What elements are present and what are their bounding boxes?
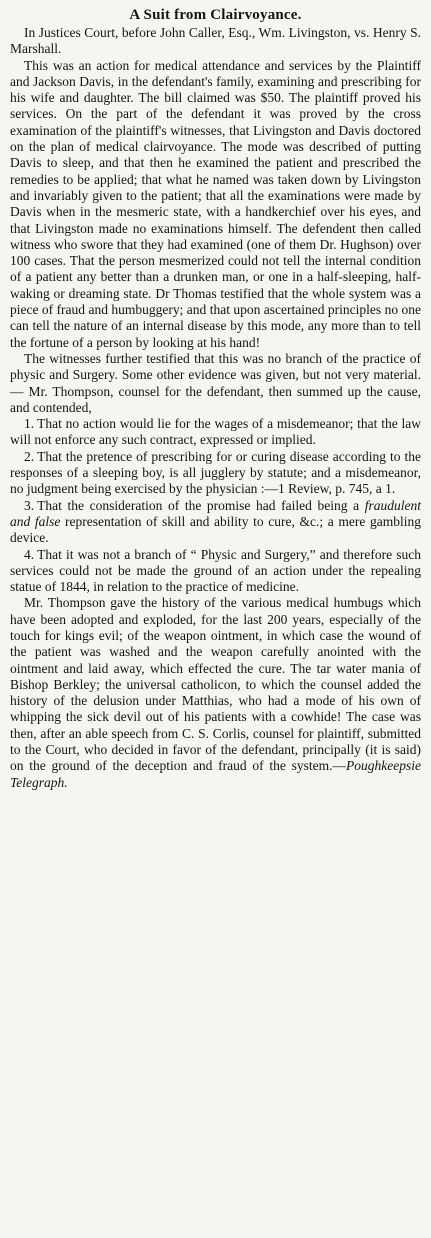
paragraph-action-description: This was an action for medical attendance and services by the Plaintiff and Jackson Davis, in the defendant's family, examining and prescribing for his wife and daughter. The bill claimed was $50. The plaintiff proved his services. On the part of the defendant it was proved by the cross examination of the plaintiff's witnesses, that Livingston and Davis doctored on the plan of medical clairvoyance. The mode was described of putting Davis to sleep, and that then he examined the patient and prescribed the remedies to be applied; that what he named was taken down by Livingston and invariably given to the patient; that all the examinations were made by Davis when in the mesmeric state, with a handkerchief over his eyes, and that Livingston made no examinations himself. The defendent then called witness who swore that they had examined (one of them Dr. Hughson) over 100 cases. That the person mesmerized could not tell the internal condition of a patient any better than a drunken man, or one in a half-sleeping, half-waking or dreaming state. Dr Thomas testified that the whole system was a piece of fraud and humbuggery; and that upon ascertained principles no one can tell the nature of an internal disease by this mode, any more than to tell the fortune of a person by looking at his hand! [10, 57, 421, 350]
argument-item-3 [10, 498, 421, 547]
argument-number: 1. [24, 416, 35, 432]
source-credit: Poughkeepsie Telegraph. [10, 758, 421, 790]
argument-emphasis: fraudulent and false [10, 497, 421, 529]
argument-number: 3. [24, 497, 35, 513]
court-line: In Justices Court, before John Caller, Esq., Wm. Livingston, vs. Henry S. Marshall. [10, 25, 421, 57]
closing-text: Mr. Thompson gave the history of the various medical humbugs which have been adopted and exploded, for the last 200 years, especially of the touch for kings evil; of the weapon ointment, in which case the wound of the patient was washed and the weapon carefully anointed with the ointment and laid away, which effected the cure. The tar water mania of Bishop Berkley; the universal catholicon, to which the counsel added the history of the delusion under Matthias, who had a mode of his own of whipping the sick devil out of his patients with a cowhide! The case was then, after an able speech from C. S. Corlis, counsel for plaintiff, submitted to the Court, who decided in favor of the defendant, principally (it is said) on the ground of the deception and fraud of the system.— [10, 595, 421, 774]
argument-number: 2. [24, 448, 35, 464]
argument-text: That the pretence of prescribing for or curing disease according to the responses of a sleeping boy, is all jugglery by statute; and a misdemeanor, no judgment being exercised by the physician :—1 Review, p. 745, a 1. [10, 448, 421, 497]
argument-text: That the consideration of the promise had failed being a [37, 497, 365, 513]
argument-number: 4. [24, 546, 35, 562]
argument-text: representation of skill and ability to cure, &c.; a mere gambling device. [10, 513, 421, 546]
argument-item-4 [10, 547, 421, 596]
article-headline: A Suit from Clairvoyance. [129, 7, 302, 23]
argument-text: That no action would lie for the wages of a misdemeanor; that the law will not enforce any such contract, expressed or implied. [10, 416, 421, 448]
paragraph-witness-testimony: The witnesses further testified that this was no branch of the practice of physic and Surgery. Some other evidence was given, but not very material.— Mr. Thompson, counsel for the defendant, then summed up the cause, and contended, [10, 350, 421, 415]
argument-item-2 [10, 449, 421, 498]
argument-text: That it was not a branch of “ Physic and Surgery,” and therefore such services could not be made the ground of an action under the repealing statue of 1844, in relation to the practice of medicine. [10, 546, 421, 595]
paragraph-history-and-decision [10, 595, 421, 791]
argument-item-1 [10, 416, 421, 449]
